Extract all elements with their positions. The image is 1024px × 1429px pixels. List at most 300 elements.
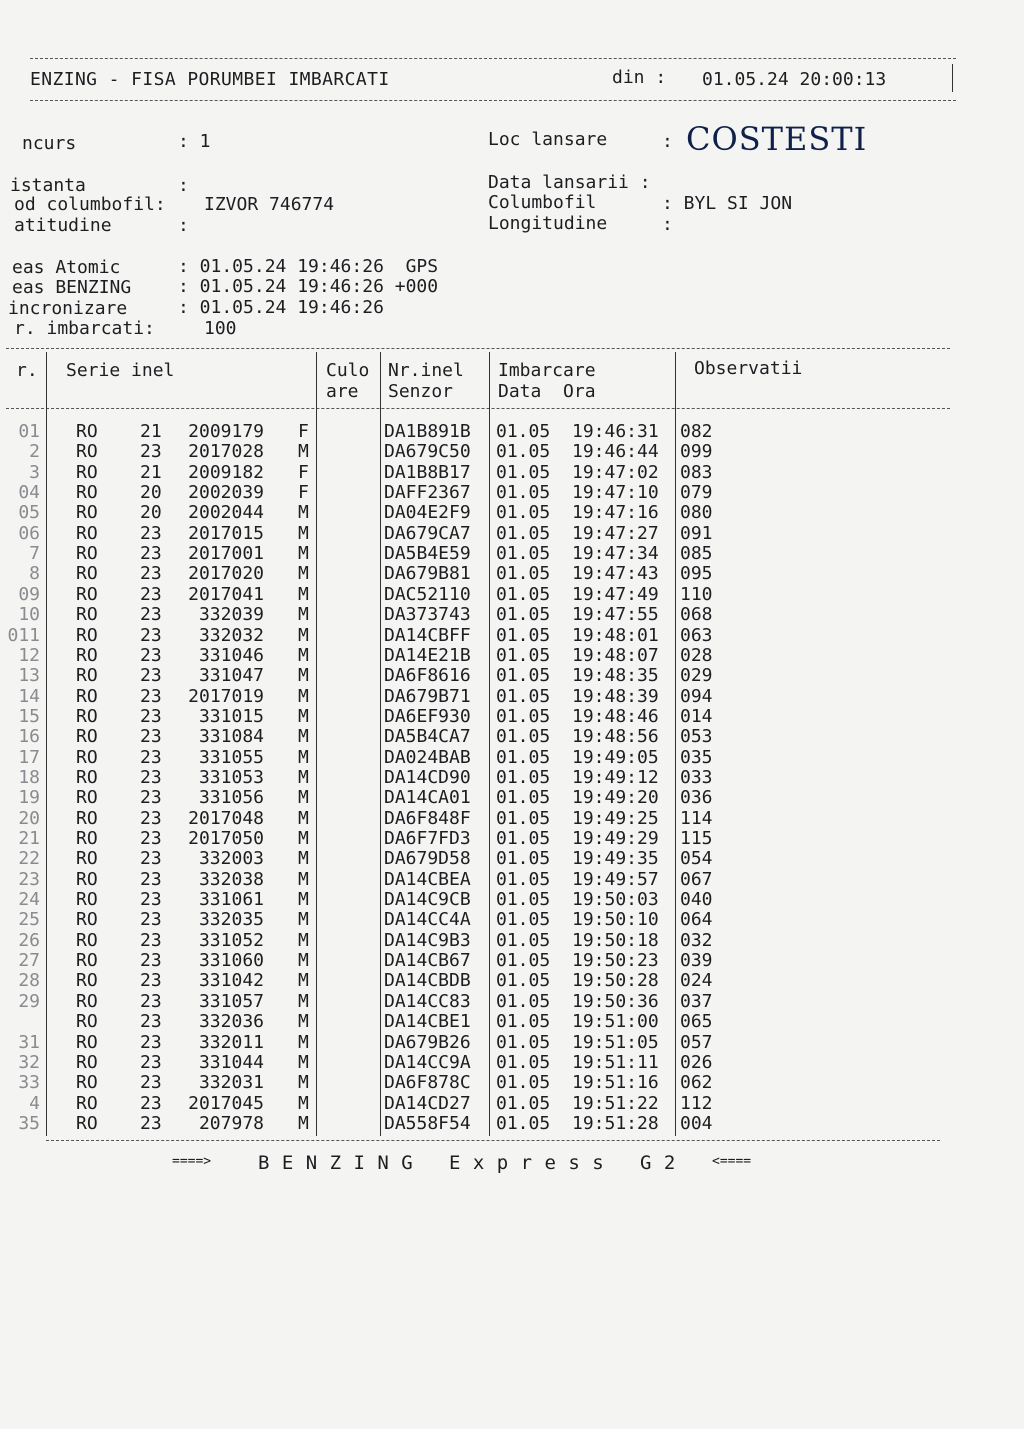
cell-country: RO xyxy=(76,787,98,809)
cell-time: 19:49:25 xyxy=(572,807,659,829)
cell-date: 01.05 xyxy=(496,705,551,727)
cell-sensor: DA679C50 xyxy=(384,441,471,463)
cell-nr: 2 xyxy=(29,441,40,463)
cell-time: 19:50:23 xyxy=(572,950,659,972)
cell-time: 19:50:18 xyxy=(572,929,659,951)
cell-time: 19:49:29 xyxy=(572,828,659,849)
cell-country: RO xyxy=(76,828,98,849)
document-title: ENZING - FISA PORUMBEI IMBARCATI xyxy=(30,69,390,90)
distanta-colon: : xyxy=(178,175,189,196)
cell-obs: 099 xyxy=(680,441,713,463)
cell-country: RO xyxy=(76,889,98,911)
cell-country: RO xyxy=(76,1011,98,1033)
cell-country: RO xyxy=(76,848,98,870)
cell-sex: M xyxy=(298,1031,309,1053)
ceas-benzing-label: eas BENZING xyxy=(12,277,132,298)
cell-ring: 2002039 xyxy=(188,482,264,504)
cell-time: 19:47:10 xyxy=(572,482,659,504)
cell-obs: 004 xyxy=(680,1112,713,1134)
cell-nr: 22 xyxy=(18,848,40,870)
cell-year: 23 xyxy=(140,1031,162,1053)
cell-date: 01.05 xyxy=(496,889,551,911)
cell-ring: 332011 xyxy=(198,1031,264,1053)
cell-date: 01.05 xyxy=(496,950,551,972)
cell-ring: 2017019 xyxy=(188,685,264,707)
cell-nr: 14 xyxy=(18,685,40,707)
cell-sex: M xyxy=(298,1112,309,1134)
cell-time: 19:47:02 xyxy=(572,461,659,483)
cell-sex: M xyxy=(298,828,309,849)
cell-sex: M xyxy=(298,1072,309,1094)
cell-country: RO xyxy=(76,807,98,829)
cell-date: 01.05 xyxy=(496,909,551,931)
cell-country: RO xyxy=(76,746,98,768)
cell-nr: 33 xyxy=(18,1072,40,1094)
nr-imbarcati-label: r. imbarcati: xyxy=(14,318,155,339)
cell-nr: 19 xyxy=(18,787,40,809)
cell-sex: M xyxy=(298,685,309,707)
cell-sex: M xyxy=(298,705,309,727)
cell-sensor: DA14CC4A xyxy=(384,909,471,931)
cell-sensor: DA679B81 xyxy=(384,563,471,585)
cell-sex: M xyxy=(298,441,309,463)
cell-country: RO xyxy=(76,502,98,524)
cell-obs: 054 xyxy=(680,848,713,870)
cell-nr: 4 xyxy=(29,1092,40,1114)
cell-obs: 053 xyxy=(680,726,713,748)
cell-year: 23 xyxy=(140,543,162,565)
cell-time: 19:51:16 xyxy=(572,1072,659,1094)
cell-obs: 035 xyxy=(680,746,713,768)
cell-year: 23 xyxy=(140,746,162,768)
cell-date: 01.05 xyxy=(496,604,551,626)
cell-obs: 083 xyxy=(680,461,713,483)
cell-year: 21 xyxy=(140,421,162,442)
cell-year: 23 xyxy=(140,828,162,849)
col-serie-inel: Serie inel xyxy=(66,360,175,381)
cell-sensor: DA14CC9A xyxy=(384,1051,471,1073)
cell-obs: 085 xyxy=(680,543,713,565)
cell-time: 19:47:16 xyxy=(572,502,659,524)
cell-obs: 029 xyxy=(680,665,713,687)
cell-date: 01.05 xyxy=(496,685,551,707)
sincronizare-label: incronizare xyxy=(8,298,128,319)
cell-year: 23 xyxy=(140,766,162,788)
cell-nr: 17 xyxy=(18,746,40,768)
cell-year: 23 xyxy=(140,970,162,992)
cell-year: 23 xyxy=(140,990,162,1012)
cell-year: 21 xyxy=(140,461,162,483)
cell-nr: 25 xyxy=(18,909,40,931)
cell-obs: 014 xyxy=(680,705,713,727)
cell-time: 19:50:10 xyxy=(572,909,659,931)
cell-sensor: DAC52110 xyxy=(384,583,471,605)
cell-ring: 331015 xyxy=(198,705,264,727)
cell-date: 01.05 xyxy=(496,522,551,544)
cell-nr: 011 xyxy=(7,624,40,646)
cell-nr: 28 xyxy=(18,970,40,992)
cell-nr: 20 xyxy=(18,807,40,829)
cell-ring: 2017048 xyxy=(188,807,264,829)
date-label: din : xyxy=(612,67,667,88)
cell-ring: 2017001 xyxy=(188,543,264,565)
cell-sex: M xyxy=(298,644,309,666)
cell-date: 01.05 xyxy=(496,990,551,1012)
col-imbarcare-1: Imbarcare xyxy=(498,360,596,381)
cell-time: 19:49:12 xyxy=(572,766,659,788)
cell-date: 01.05 xyxy=(496,787,551,809)
cell-country: RO xyxy=(76,929,98,951)
cell-ring: 331047 xyxy=(198,665,264,687)
nr-imbarcati-value: 100 xyxy=(204,318,237,339)
cell-sex: M xyxy=(298,543,309,565)
cell-time: 19:46:44 xyxy=(572,441,659,463)
cell-time: 19:50:03 xyxy=(572,889,659,911)
cell-nr: 7 xyxy=(29,543,40,565)
cell-ring: 331060 xyxy=(198,950,264,972)
cell-year: 23 xyxy=(140,929,162,951)
cell-sensor: DA679B26 xyxy=(384,1031,471,1053)
footer-brand: B E N Z I N G E x p r e s s G 2 xyxy=(258,1152,676,1174)
cell-ring: 2017015 xyxy=(188,522,264,544)
cell-sensor: DA14E21B xyxy=(384,644,471,666)
cell-country: RO xyxy=(76,685,98,707)
cell-date: 01.05 xyxy=(496,746,551,768)
cell-year: 23 xyxy=(140,889,162,911)
loc-lansare-handwritten: COSTESTI xyxy=(686,120,868,158)
cell-country: RO xyxy=(76,421,98,442)
cell-sex: M xyxy=(298,522,309,544)
cell-sensor: DA6F8616 xyxy=(384,665,471,687)
cell-nr: 18 xyxy=(18,766,40,788)
cell-ring: 2017045 xyxy=(188,1092,264,1114)
cell-nr: 35 xyxy=(18,1112,40,1134)
cell-obs: 082 xyxy=(680,421,713,442)
cell-nr: 3 xyxy=(29,461,40,483)
cell-country: RO xyxy=(76,726,98,748)
cell-obs: 094 xyxy=(680,685,713,707)
cell-date: 01.05 xyxy=(496,502,551,524)
cell-sex: M xyxy=(298,1051,309,1073)
cod-columbofil-value: IZVOR 746774 xyxy=(204,194,335,215)
cell-time: 19:50:28 xyxy=(572,970,659,992)
cell-nr: 31 xyxy=(18,1031,40,1053)
sep-sex xyxy=(316,352,317,1136)
cell-sex: M xyxy=(298,1011,309,1033)
cell-sex: M xyxy=(298,665,309,687)
cell-ring: 331042 xyxy=(198,970,264,992)
cell-ring: 332038 xyxy=(198,868,264,890)
cell-obs: 112 xyxy=(680,1092,713,1114)
cell-year: 23 xyxy=(140,909,162,931)
longitudine-label: Longitudine xyxy=(488,213,608,234)
cell-sex: M xyxy=(298,624,309,646)
cell-time: 19:51:00 xyxy=(572,1011,659,1033)
cell-obs: 036 xyxy=(680,787,713,809)
data-lansarii-label: Data lansarii : xyxy=(488,172,651,193)
cell-time: 19:49:35 xyxy=(572,848,659,870)
footer-right-arrow: <==== xyxy=(712,1154,752,1169)
cell-time: 19:49:57 xyxy=(572,868,659,890)
latitudine-colon: : xyxy=(178,215,189,236)
cell-ring: 332035 xyxy=(198,909,264,931)
cell-time: 19:48:56 xyxy=(572,726,659,748)
header-top-rule xyxy=(30,58,956,59)
cell-year: 23 xyxy=(140,726,162,748)
cell-year: 23 xyxy=(140,1051,162,1073)
cell-ring: 332031 xyxy=(198,1072,264,1094)
cell-country: RO xyxy=(76,705,98,727)
cell-country: RO xyxy=(76,624,98,646)
cell-sensor: DA6F848F xyxy=(384,807,471,829)
cell-country: RO xyxy=(76,644,98,666)
cell-date: 01.05 xyxy=(496,624,551,646)
ceas-atomic-value: : 01.05.24 19:46:26 GPS xyxy=(178,256,439,277)
loc-lansare-colon: : xyxy=(662,131,673,152)
cell-sex: M xyxy=(298,563,309,585)
cell-time: 19:48:07 xyxy=(572,644,659,666)
cell-sensor: DA1B891B xyxy=(384,421,471,442)
cell-obs: 065 xyxy=(680,1011,713,1033)
cell-ring: 2017050 xyxy=(188,828,264,849)
cell-sex: M xyxy=(298,746,309,768)
cell-ring: 331057 xyxy=(198,990,264,1012)
cell-time: 19:51:05 xyxy=(572,1031,659,1053)
cell-ring: 331044 xyxy=(198,1051,264,1073)
cell-nr: 29 xyxy=(18,990,40,1012)
cell-country: RO xyxy=(76,1092,98,1114)
cell-nr: 26 xyxy=(18,929,40,951)
cell-year: 23 xyxy=(140,644,162,666)
header-right-edge xyxy=(952,64,953,92)
cell-sensor: DA14CD27 xyxy=(384,1092,471,1114)
cell-year: 23 xyxy=(140,950,162,972)
cell-country: RO xyxy=(76,950,98,972)
cell-nr: 16 xyxy=(18,726,40,748)
table-header-rule xyxy=(6,408,950,409)
cell-sensor: DAFF2367 xyxy=(384,482,471,504)
cell-sex: M xyxy=(298,889,309,911)
table-bottom-rule xyxy=(46,1140,940,1141)
cell-sensor: DA14CC83 xyxy=(384,990,471,1012)
cell-country: RO xyxy=(76,1072,98,1094)
cell-time: 19:47:43 xyxy=(572,563,659,585)
latitudine-label: atitudine xyxy=(14,215,112,236)
cell-year: 23 xyxy=(140,705,162,727)
loc-lansare-label: Loc lansare xyxy=(488,129,608,150)
cell-date: 01.05 xyxy=(496,421,551,442)
cell-obs: 057 xyxy=(680,1031,713,1053)
cell-nr: 01 xyxy=(18,421,40,442)
cell-country: RO xyxy=(76,970,98,992)
cell-time: 19:48:46 xyxy=(572,705,659,727)
date-value: 01.05.24 20:00:13 xyxy=(702,69,887,90)
cell-time: 19:48:35 xyxy=(572,665,659,687)
cell-time: 19:47:34 xyxy=(572,543,659,565)
cell-time: 19:49:20 xyxy=(572,787,659,809)
cell-year: 23 xyxy=(140,583,162,605)
cell-ring: 2017020 xyxy=(188,563,264,585)
cell-country: RO xyxy=(76,868,98,890)
sep-culoare xyxy=(380,352,381,1136)
cell-sensor: DA14CBEA xyxy=(384,868,471,890)
cell-obs: 039 xyxy=(680,950,713,972)
cell-sex: M xyxy=(298,848,309,870)
cell-obs: 091 xyxy=(680,522,713,544)
cell-nr: 32 xyxy=(18,1051,40,1073)
cell-date: 01.05 xyxy=(496,441,551,463)
cell-sensor: DA14CBE1 xyxy=(384,1011,471,1033)
cell-year: 23 xyxy=(140,624,162,646)
cell-ring: 331053 xyxy=(198,766,264,788)
cell-country: RO xyxy=(76,909,98,931)
col-imbarcare-2: Data Ora xyxy=(498,381,596,402)
cell-sex: F xyxy=(298,482,309,504)
cell-year: 23 xyxy=(140,665,162,687)
cell-ring: 2009179 xyxy=(188,421,264,442)
cell-obs: 040 xyxy=(680,889,713,911)
cell-sex: M xyxy=(298,502,309,524)
cell-sensor: DA14CD90 xyxy=(384,766,471,788)
cell-date: 01.05 xyxy=(496,868,551,890)
cell-date: 01.05 xyxy=(496,1072,551,1094)
cell-obs: 080 xyxy=(680,502,713,524)
cell-obs: 079 xyxy=(680,482,713,504)
cell-nr: 27 xyxy=(18,950,40,972)
cell-date: 01.05 xyxy=(496,807,551,829)
cell-time: 19:47:27 xyxy=(572,522,659,544)
cell-time: 19:47:49 xyxy=(572,583,659,605)
cell-sex: M xyxy=(298,726,309,748)
cell-obs: 026 xyxy=(680,1051,713,1073)
header-bottom-rule xyxy=(30,100,956,101)
cell-sex: F xyxy=(298,421,309,442)
cell-ring: 332003 xyxy=(198,848,264,870)
cell-year: 23 xyxy=(140,522,162,544)
cell-year: 23 xyxy=(140,1092,162,1114)
cell-ring: 331055 xyxy=(198,746,264,768)
cell-ring: 2009182 xyxy=(188,461,264,483)
sincronizare-value: : 01.05.24 19:46:26 xyxy=(178,297,384,318)
cell-ring: 207978 xyxy=(198,1112,264,1134)
cell-country: RO xyxy=(76,766,98,788)
cell-nr: 21 xyxy=(18,828,40,849)
cell-time: 19:49:05 xyxy=(572,746,659,768)
sep-time xyxy=(675,352,676,1136)
cell-sensor: DA373743 xyxy=(384,604,471,626)
cell-date: 01.05 xyxy=(496,644,551,666)
cell-obs: 028 xyxy=(680,644,713,666)
cell-date: 01.05 xyxy=(496,766,551,788)
cell-country: RO xyxy=(76,441,98,463)
cell-time: 19:50:36 xyxy=(572,990,659,1012)
cell-sex: M xyxy=(298,787,309,809)
cell-sensor: DA14CBFF xyxy=(384,624,471,646)
cell-sex: M xyxy=(298,929,309,951)
cell-obs: 068 xyxy=(680,604,713,626)
cell-country: RO xyxy=(76,482,98,504)
cell-year: 23 xyxy=(140,1011,162,1033)
cell-date: 01.05 xyxy=(496,726,551,748)
cell-sensor: DA558F54 xyxy=(384,1112,471,1134)
footer-left-arrow: ====> xyxy=(172,1154,212,1169)
cell-sensor: DA14CA01 xyxy=(384,787,471,809)
cell-nr: 24 xyxy=(18,889,40,911)
cell-nr: 23 xyxy=(18,868,40,890)
cell-time: 19:47:55 xyxy=(572,604,659,626)
cell-date: 01.05 xyxy=(496,563,551,585)
cell-sensor: DA14CB67 xyxy=(384,950,471,972)
cell-year: 23 xyxy=(140,1072,162,1094)
cell-obs: 037 xyxy=(680,990,713,1012)
cell-date: 01.05 xyxy=(496,461,551,483)
cell-date: 01.05 xyxy=(496,848,551,870)
cell-sensor: DA04E2F9 xyxy=(384,502,471,524)
cell-nr: 05 xyxy=(18,502,40,524)
columbofil-value: : BYL SI JON xyxy=(662,193,793,214)
table-top-rule xyxy=(6,348,950,349)
cell-sex: M xyxy=(298,990,309,1012)
cell-nr: 8 xyxy=(29,563,40,585)
cell-country: RO xyxy=(76,543,98,565)
cell-nr: 13 xyxy=(18,665,40,687)
cell-sensor: DA024BAB xyxy=(384,746,471,768)
cell-obs: 033 xyxy=(680,766,713,788)
cell-obs: 063 xyxy=(680,624,713,646)
cell-sensor: DA5B4E59 xyxy=(384,543,471,565)
concurs-value: : 1 xyxy=(178,131,211,152)
distanta-label: istanta xyxy=(10,175,86,196)
cell-year: 20 xyxy=(140,482,162,504)
cell-ring: 331052 xyxy=(198,929,264,951)
cell-ring: 2017041 xyxy=(188,583,264,605)
cell-ring: 332036 xyxy=(198,1011,264,1033)
cell-ring: 2002044 xyxy=(188,502,264,524)
ceas-atomic-label: eas Atomic xyxy=(12,257,121,278)
cell-sensor: DA679D58 xyxy=(384,848,471,870)
cell-nr: 04 xyxy=(18,482,40,504)
cell-obs: 067 xyxy=(680,868,713,890)
cell-time: 19:48:39 xyxy=(572,685,659,707)
cell-country: RO xyxy=(76,604,98,626)
cell-ring: 331084 xyxy=(198,726,264,748)
cell-year: 23 xyxy=(140,563,162,585)
cell-sensor: DA1B8B17 xyxy=(384,461,471,483)
cell-time: 19:48:01 xyxy=(572,624,659,646)
cell-sex: M xyxy=(298,909,309,931)
cell-country: RO xyxy=(76,990,98,1012)
cell-time: 19:51:22 xyxy=(572,1092,659,1114)
col-culoare-2: are xyxy=(326,381,359,402)
cell-year: 23 xyxy=(140,807,162,829)
sep-sensor xyxy=(489,352,490,1136)
cell-year: 23 xyxy=(140,441,162,463)
cell-obs: 115 xyxy=(680,828,713,849)
cell-sex: M xyxy=(298,950,309,972)
cell-country: RO xyxy=(76,583,98,605)
cell-nr: 15 xyxy=(18,705,40,727)
concurs-label: ncurs xyxy=(22,133,77,154)
cell-nr: 10 xyxy=(18,604,40,626)
cell-sensor: DA14CBDB xyxy=(384,970,471,992)
cell-ring: 332032 xyxy=(198,624,264,646)
cell-time: 19:51:11 xyxy=(572,1051,659,1073)
cell-nr: 12 xyxy=(18,644,40,666)
cell-sex: M xyxy=(298,970,309,992)
cell-sensor: DA6EF930 xyxy=(384,705,471,727)
cell-sex: M xyxy=(298,1092,309,1114)
cod-columbofil-label: od columbofil: xyxy=(14,194,166,215)
